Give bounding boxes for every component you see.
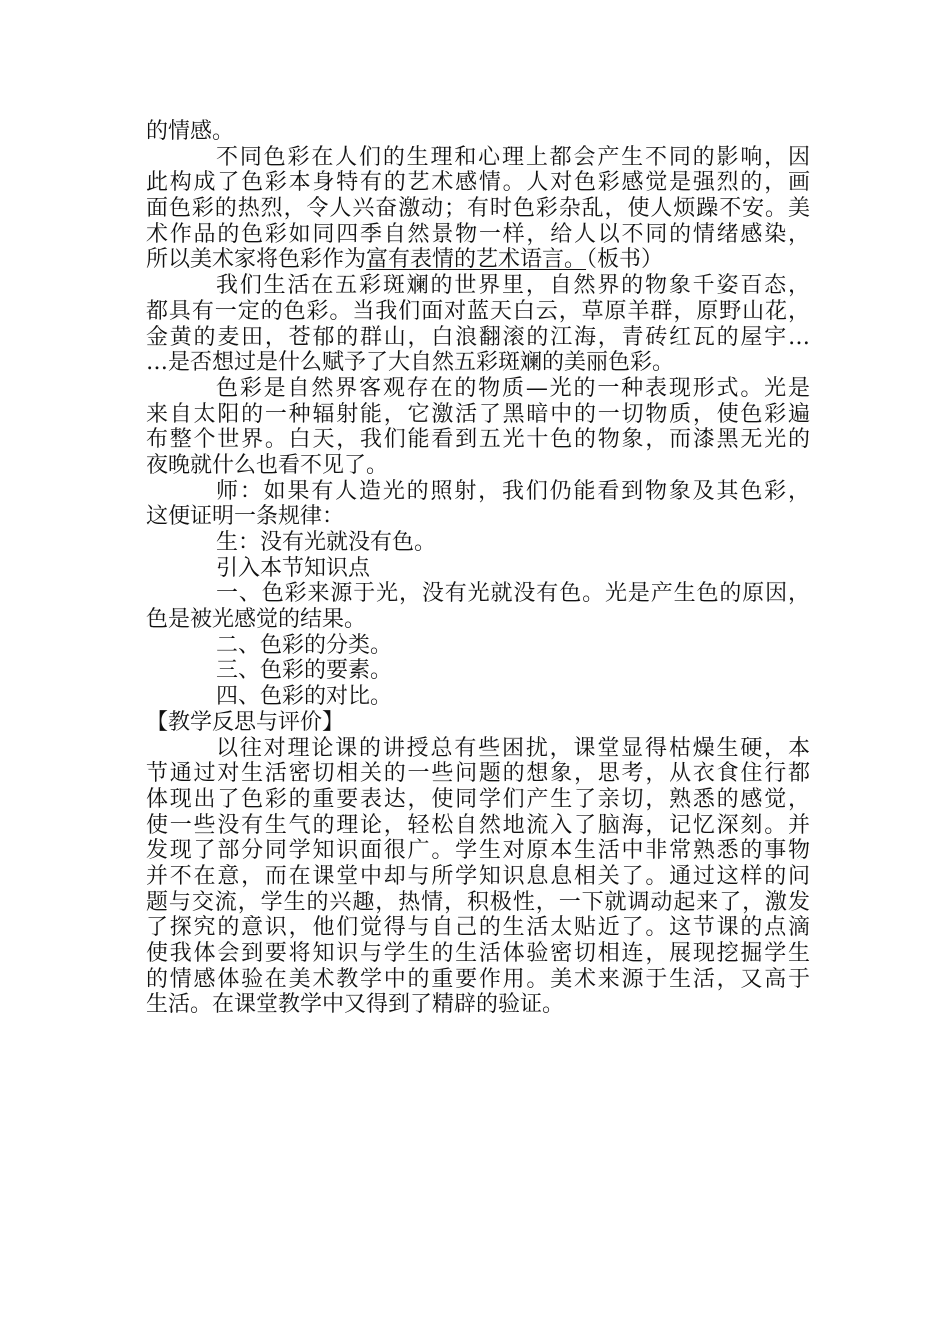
text-line: 师：如果有人造光的照射，我们仍能看到物象及其色彩， [216,478,810,504]
text-line: 四、色彩的对比。 [216,684,393,710]
text-line: 面色彩的热烈，令人兴奋激动；有时色彩杂乱，使人烦躁不安。美 [146,196,810,222]
text-line: 这便证明一条规律： [146,504,345,530]
board-note: （板书） [586,247,664,273]
text-line: 三、色彩的要素。 [216,658,393,684]
text-line: 夜晚就什么也看不见了。 [146,452,389,478]
text-line: 以往对理论课的讲授总有些困扰，课堂显得枯燥生硬，本 [216,735,810,761]
text-line: 生：没有光就没有色。 [216,530,437,555]
text-line: 的情感。 [146,119,235,144]
text-line: 了探究的意识，他们觉得与自己的生活太贴近了。这节课的点滴 [146,915,810,941]
text-line: 金黄的麦田，苍郁的群山，白浪翻滚的江海，青砖红瓦的屋宇… [146,324,810,350]
text-line: …是否想过是什么赋予了大自然五彩斑斓的美丽色彩。 [146,350,675,376]
text-segment: 所以美术家将色彩作为 [146,247,367,273]
text-line: 并不在意，而在课堂中却与所学知识息息相关了。通过这样的问 [146,863,810,889]
underlined-phrase: 富有表情的艺术语言。 [366,247,587,273]
section-heading: 【教学反思与评价】 [146,709,345,735]
text-line: 使我体会到要将知识与学生的生活体验密切相连，展现挖掘学生 [146,941,810,966]
document-body [146,119,810,1018]
text-line: 术作品的色彩如同四季自然景物一样，给人以不同的情绪感染， [146,221,810,247]
text-line: 生活。在课堂教学中又得到了精辟的验证。 [146,992,565,1018]
text-line: 使一些没有生气的理论，轻松自然地流入了脑海，记忆深刻。并 [146,812,810,838]
text-line: 体现出了色彩的重要表达，使同学们产生了亲切，熟悉的感觉， [146,786,810,812]
text-line: 二、色彩的分类。 [216,632,393,658]
text-line: 的情感体验在美术教学中的重要作用。美术来源于生活，又高于 [146,966,810,992]
text-line: 引入本节知识点 [216,555,371,581]
document-page [146,119,810,1018]
text-line: 我们生活在五彩斑斓的世界里，自然界的物象千姿百态， [216,273,810,299]
text-line: 不同色彩在人们的生理和心理上都会产生不同的影响，因 [216,144,810,170]
text-line: 题与交流，学生的兴趣，热情，积极性，一下就调动起来了，激发 [146,889,810,915]
text-line: 发现了部分同学知识面很广。学生对原本生活中非常熟悉的事物 [146,838,810,864]
text-line: 此构成了色彩本身特有的艺术感情。人对色彩感觉是强烈的，画 [146,170,810,196]
text-line [146,247,810,273]
text-line: 布整个世界。白天，我们能看到五光十色的物象，而漆黑无光的 [146,427,810,453]
text-line: 节通过对生活密切相关的一些问题的想象，思考，从衣食住行都 [146,761,810,787]
text-line: 来自太阳的一种辐射能，它激活了黑暗中的一切物质，使色彩遍 [146,401,810,427]
text-line: 色彩是自然界客观存在的物质—光的一种表现形式。光是 [216,375,810,401]
text-line: 色是被光感觉的结果。 [146,607,367,633]
text-line: 一、色彩来源于光，没有光就没有色。光是产生色的原因， [216,581,810,607]
text-line: 都具有一定的色彩。当我们面对蓝天白云，草原羊群，原野山花， [146,298,810,324]
